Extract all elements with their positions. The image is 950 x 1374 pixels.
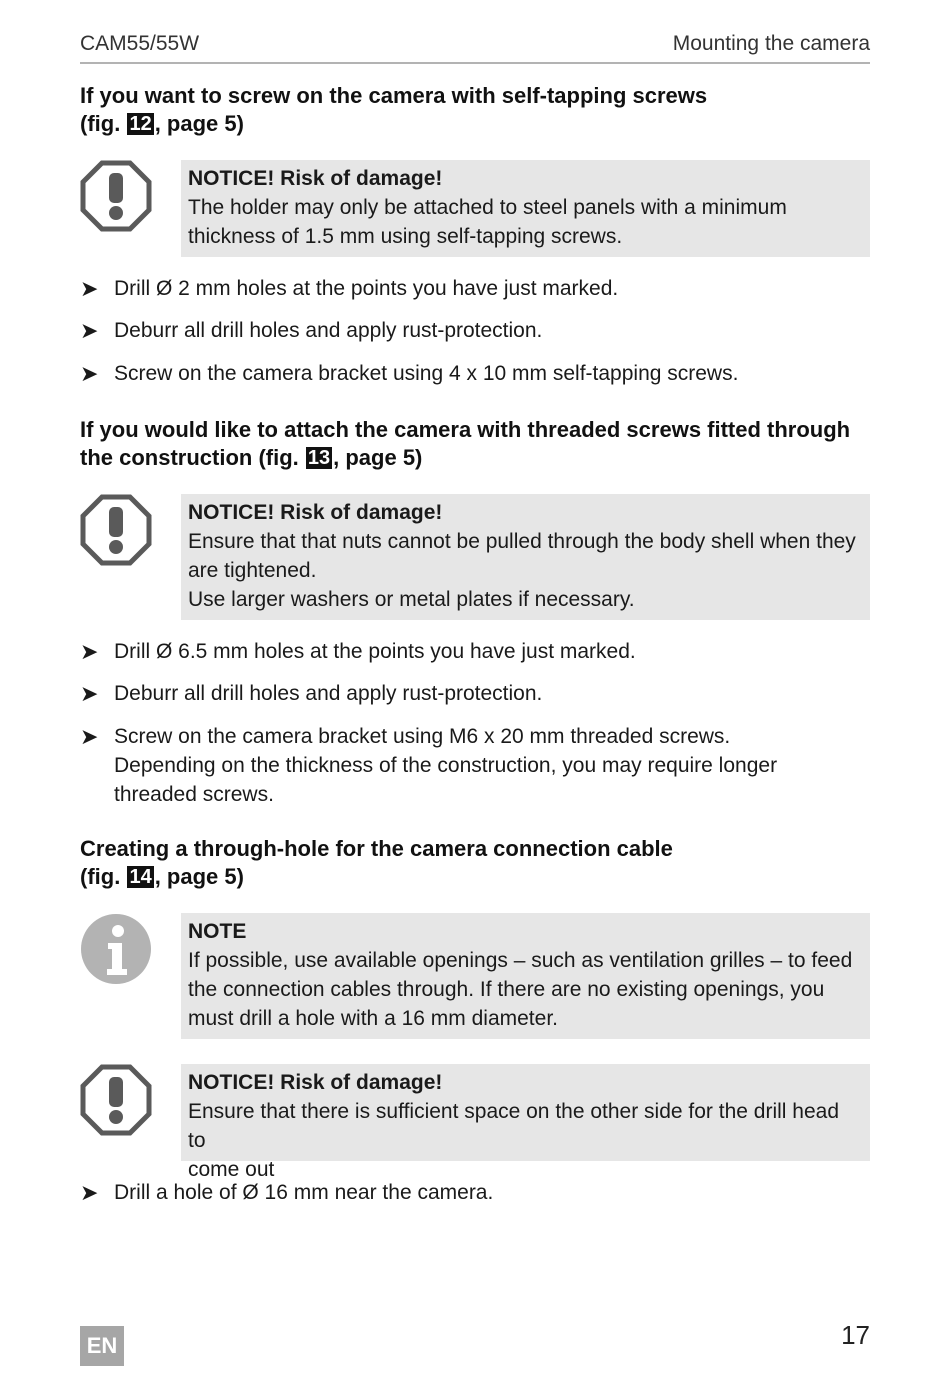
heading-fig-suffix: , page 5) [154,111,244,136]
step-text: Deburr all drill holes and apply rust-protection. [114,682,543,705]
step-text: Drill a hole of Ø 16 mm near the camera. [114,1181,494,1204]
heading-fig-suffix: , page 5) [333,445,423,470]
arrow-bullet-icon: ➤ [80,681,99,706]
heading-line: Creating a through-hole for the camera connection cable [80,836,673,861]
notice-box [181,160,870,257]
arrow-bullet-icon: ➤ [80,276,99,301]
heading-fig-prefix: the construction (fig. [80,445,299,470]
arrow-bullet-icon: ➤ [80,361,99,386]
note-text-line: the connection cables through. If there are no existing openings, you [188,978,825,1001]
heading-fig-prefix: (fig. [80,111,121,136]
arrow-bullet-icon: ➤ [80,318,99,343]
section-heading-self-tapping [80,82,870,138]
figure-number-badge: 13 [307,447,331,469]
note-box [181,913,870,1039]
heading-fig-suffix: , page 5) [154,864,244,889]
notice-text-line: come out [188,1158,275,1181]
notice-text-line: Use larger washers or metal plates if necessary. [188,588,635,611]
note-text-line: If possible, use available openings – such as ventilation grilles – to feed [188,949,853,972]
step-text: Screw on the camera bracket using 4 x 10 mm self-tapping screws. [114,362,739,385]
section-heading-through-hole [80,835,870,891]
heading-fig-prefix: (fig. [80,864,121,889]
notice-text-line: are tightened. [188,559,317,582]
note-title: NOTE [188,920,247,943]
notice-box [181,494,870,620]
info-circle-icon [80,913,152,985]
notice-title: NOTICE! Risk of damage! [188,1071,443,1094]
document-title: CAM55/55W [80,32,200,55]
language-badge: EN [80,1326,124,1366]
notice-box [181,1064,870,1181]
step-text: threaded screws. [114,783,274,806]
notice-title: NOTICE! Risk of damage! [188,167,443,190]
page-header [80,32,870,64]
page-number: 17 [841,1320,870,1350]
arrow-bullet-icon: ➤ [80,724,99,749]
arrow-bullet-icon: ➤ [80,639,99,664]
section-heading-threaded [80,416,870,472]
notice-text-line: Ensure that there is sufficient space on the other side for the drill head to [188,1100,839,1152]
notice-text-line: thickness of 1.5 mm using self-tapping screws. [188,225,623,248]
step-text: Deburr all drill holes and apply rust-protection. [114,319,543,342]
figure-number-badge: 14 [129,866,152,888]
warning-octagon-icon [80,1064,152,1136]
figure-number-badge: 12 [129,113,152,135]
chapter-title: Mounting the camera [672,32,870,55]
step-text: Screw on the camera bracket using M6 x 20 mm threaded screws. [114,725,731,748]
step-text: Drill Ø 6.5 mm holes at the points you have just marked. [114,640,636,663]
warning-octagon-icon [80,160,152,232]
warning-octagon-icon [80,494,152,566]
arrow-bullet-icon: ➤ [80,1180,99,1205]
heading-line: If you want to screw on the camera with self-tapping screws [80,83,708,108]
note-text-line: must drill a hole with a 16 mm diameter. [188,1007,558,1030]
heading-line: If you would like to attach the camera with threaded screws fitted through [80,417,851,442]
notice-text-line: Ensure that that nuts cannot be pulled through the body shell when they [188,530,856,553]
step-text: Depending on the thickness of the construction, you may require longer [114,754,778,777]
notice-title: NOTICE! Risk of damage! [188,501,443,524]
step-text: Drill Ø 2 mm holes at the points you have just marked. [114,277,619,300]
notice-text-line: The holder may only be attached to steel panels with a minimum [188,196,787,219]
